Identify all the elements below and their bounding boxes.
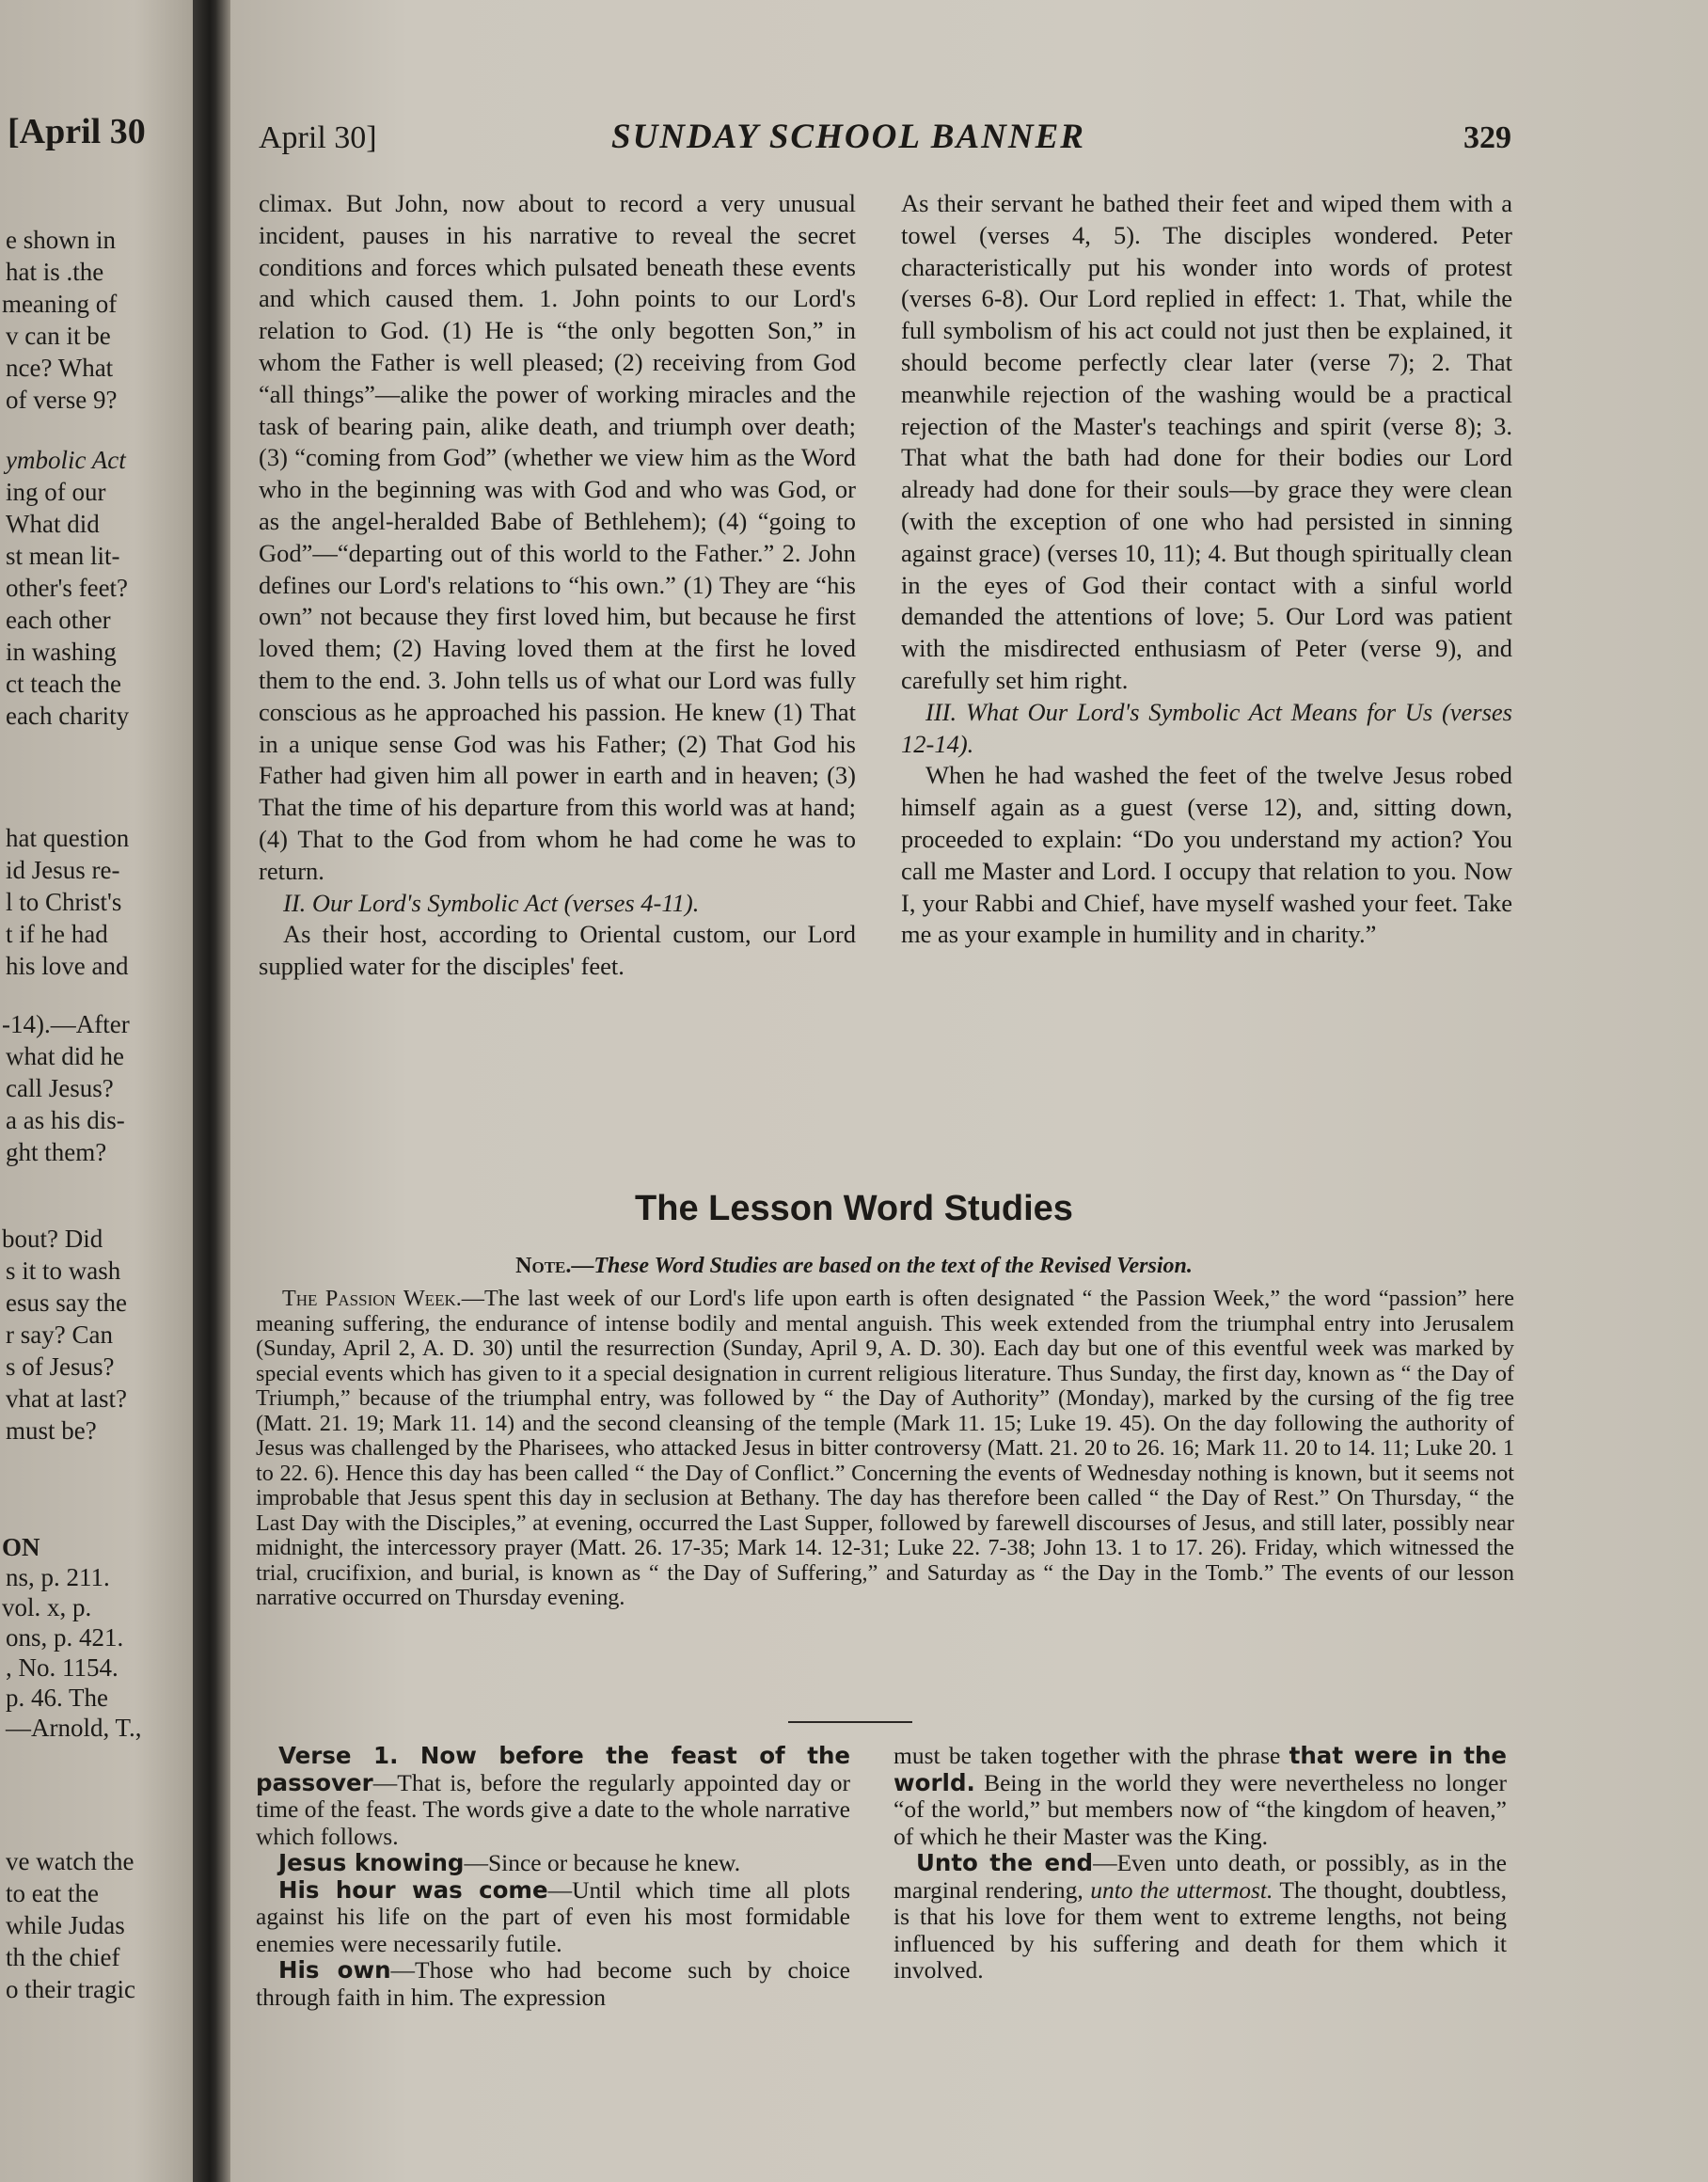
left-page-line: e shown in [6,226,116,254]
jesus-knowing-headword: Jesus knowing [278,1849,465,1876]
verse-1-text: —That is, before the regularly appointed day or time of the feast. The words give a date to the whole narrative which follows. [256,1768,850,1850]
unto-the-end-headword: Unto the end [916,1849,1094,1876]
subheading-symbolic-act: II. Our Lord's Symbolic Act (verses 4-11). [283,888,700,917]
subheading-what-it-means: III. What Our Lord's Symbolic Act Means for Us (verses 12-14). [901,697,1512,758]
left-page-line: each other [6,606,111,634]
left-page-line: v can it be [6,322,111,350]
left-neighbor-page [0,0,193,2182]
left-page-line: nce? What [6,354,114,382]
body-column-2 [901,188,1512,951]
paragraph: As their host, according to Oriental custom, our Lord supplied water for the disciples' feet. [259,920,856,981]
verse-1-headword: Verse 1. Now before the feast of the passover [256,1742,850,1796]
passion-week-paragraph [256,1287,1514,1611]
left-page-header: [April 30 [8,112,146,151]
that-were-in-the-world-phrase: that were in the world. [894,1742,1508,1796]
left-page-line: to eat the [6,1879,99,1907]
left-page-line: —Arnold, T., [6,1714,142,1742]
left-page-line: esus say the [6,1289,127,1317]
section-title: The Lesson Word Studies [635,1189,1073,1228]
left-page-line: s of Jesus? [6,1352,115,1381]
continued-text: must be taken together with the phrase [894,1742,1289,1769]
left-page-line: ct teach the [6,670,121,698]
marginal-rendering: unto the uttermost. [1090,1875,1273,1904]
note-line [0,1254,1708,1279]
his-own-headword: His own [278,1956,391,1984]
left-page-line: what did he [6,1042,124,1070]
left-page-line: his love and [6,952,129,980]
passion-week-label: The Passion Week. [282,1286,462,1311]
section-divider [788,1721,912,1723]
left-page-line: What did [6,510,100,538]
left-page-line: ve watch the [6,1847,134,1875]
left-page-line: a as his dis- [6,1106,125,1134]
body-column-1 [259,188,856,983]
passion-week-text: —The last week of our Lord's life upon earth is often designated “ the Passion Week,” the word “passion” here meaning suffering, the endurance of intense bodily and mental anguish. This week extended from the triumphal entry into Jerusalem (Sunday, April 2, A. D. 30) until the resurrection (Sunday, April 9, A. D. 30). Each day but one of this eventful week was marked by special events which has given to it a special designation in current religious literature. Thus Sunday, the first day, known as “ the Day of Triumph,” because of the triumphal entry, was followed by “ the Day of Authority” (Monday), marked by the cursing of the fig tree (Matt. 21. 19; Mark 11. 14) and the second cleansing of the temple (Mark 11. 15; Luke 19. 45). On the day following the authority of Jesus was challenged by the Pharisees, who attacked Jesus in bitter controversy (Matt. 21. 20 to 26. 16; Mark 11. 20 to 14. 11; Luke 20. 1 to 22. 6). Hence this day has been called “ the Day of Conflict.” Concerning the events of Wednesday nothing is known, but it seems not improbable that Jesus spent this day in seclusion at Bethany. The day has therefore been called “ the Day of Rest.” On Thursday, “ the Last Day with the Disciples,” at evening, occurred the Last Supper, followed by farewell discourses of Jesus, and still later, possibly near midnight, the intercessory prayer (Matt. 26. 17-35; Mark 14. 12-31; Luke 22. 7-38; John 13. 1 to 17. 26). Friday, which witnessed the trial, crucifixion, and burial, is known as “ the Day of Suffering,” and Saturday as “ the Day in the Tomb.” The events of our lesson narrative occurred on Thursday evening. [256,1286,1514,1610]
running-header-date: April 30] [259,120,377,155]
unto-the-end-text-2: The thought, doubtless, is that his love for them went to extreme lengths, not being influenced by his suffering and death for them which it involved. [894,1875,1507,1984]
left-page-line: bout? Did [2,1225,103,1253]
verse-notes-column-1 [256,1743,850,2011]
his-own-text: —Those who had become such by choice through faith in him. The expression [256,1956,850,2011]
left-page-line: r say? Can [6,1320,113,1349]
paragraph: As their servant he bathed their feet and wiped them with a towel (verses 4, 5). The disciples wondered. Peter characteristically put his wonder into words of protest (verses 6-8). Our Lord replied in effect: 1. That, while the full symbolism of his act could not just then be explained, it should become perfectly clear later (verse 7); 2. That meanwhile rejection of the washing would be a practical rejection of the Master's teachings and spirit (verse 8); 3. That what the bath had done for their bodies our Lord already had done for their souls—by grace they were clean (with the exception of one who had persisted in sinning against grace) (verses 10, 11); 4. But though spiritually clean in the eyes of God their contact with a sinful world demanded the attentions of love; 5. Our Lord was patient with the misdirected enthusiasm of Peter (verse 9), and carefully set him right. [901,189,1512,694]
note-label: Note.— [515,1254,594,1278]
note-text: These Word Studies are based on the text of the Revised Version. [593,1254,1193,1278]
left-page-line: s it to wash [6,1257,121,1285]
jesus-knowing-text: —Since or because he knew. [464,1849,741,1876]
left-page-line: o their tragic [6,1975,135,2003]
his-hour-headword: His hour was come [278,1875,548,1904]
book-gutter [193,0,230,2182]
running-header-title: SUNDAY SCHOOL BANNER [611,118,1085,156]
paragraph: When he had washed the feet of the twelve Jesus robed himself again as a guest (verse 12), and, sitting down, proceeded to explain: “Do you understand my action? You call me Master and Lord. I occupy that relation to you. Now I, your Rabbi and Chief, have myself washed your feet. Take me as your example in humility and in charity.” [901,761,1512,949]
left-page-line: call Jesus? [6,1074,114,1102]
left-page-line: hat question [6,824,130,852]
unto-the-end-text: —Even unto death, or possibly, as in the marginal rendering, [894,1849,1507,1904]
left-page-line: id Jesus re- [6,856,120,884]
left-page-line: ing of our [6,478,106,506]
left-page-line: -14).—After [2,1010,130,1038]
left-page-line: ons, p. 421. [6,1623,124,1652]
left-page-line: must be? [6,1416,97,1445]
left-page-line: of verse 9? [6,386,118,414]
page-number: 329 [1463,120,1511,155]
verse-notes-column-2 [894,1743,1507,1984]
paragraph: climax. But John, now about to record a very unusual incident, pauses in his narrative to reveal the secret conditions and forces which pulsated beneath these events and which caused them. 1. John points to our Lord's relation to God. (1) He is “the only begotten Son,” in whom the Father is well pleased; (2) receiving from God “all things”—alike the power of working miracles and the task of bearing pain, alike death, and triumph over death; (3) “coming from God” (whether we view him as the Word who in the beginning was with God and who was God, or as the angel-heralded Babe of Bethlehem); (4) “going to God”—“departing out of this world to the Father.” 2. John defines our Lord's relations to “his own.” (1) They are “his own” not because they first loved him, but because he first loved them; (2) Having loved them at the first he loved them to the end. 3. John tells us of what our Lord was fully conscious as he approached his passion. He knew (1) That in a unique sense God was his Father; (2) That God his Father had given him all power in earth and in heaven; (3) That the time of his departure from this world was at hand; (4) That to the God from whom he had come he was to return. [259,189,856,885]
left-page-line: vol. x, p. [2,1593,92,1621]
left-page-line: meaning of [2,290,118,318]
left-page-line: th the chief [6,1943,120,1971]
left-page-line: st mean lit- [6,542,120,570]
left-page-line: t if he had [6,920,108,948]
left-page-line: vhat at last? [6,1384,127,1413]
left-page-line: , No. 1154. [6,1653,119,1682]
left-page-line: p. 46. The [6,1684,108,1712]
left-page-line: other's feet? [6,574,129,602]
left-page-line: ON [2,1533,40,1561]
left-page-line: each charity [6,702,130,730]
his-hour-text: —Until which time all plots against his life on the part of even his most formidable enemies were necessarily futile. [256,1875,851,1957]
left-page-line: ns, p. 211. [6,1563,110,1591]
left-page-line: while Judas [6,1911,125,1939]
left-page-line: hat is .the [6,258,104,286]
left-page-line: ght them? [6,1138,107,1166]
left-page-line: l to Christ's [6,888,122,916]
left-page-line: ymbolic Act [6,446,126,474]
left-page-line: in washing [6,638,117,666]
continued-text-2: Being in the world they were nevertheless no longer “of the world,” but members now of “the kingdom of heaven,” of which he their Master was the King. [894,1768,1507,1850]
